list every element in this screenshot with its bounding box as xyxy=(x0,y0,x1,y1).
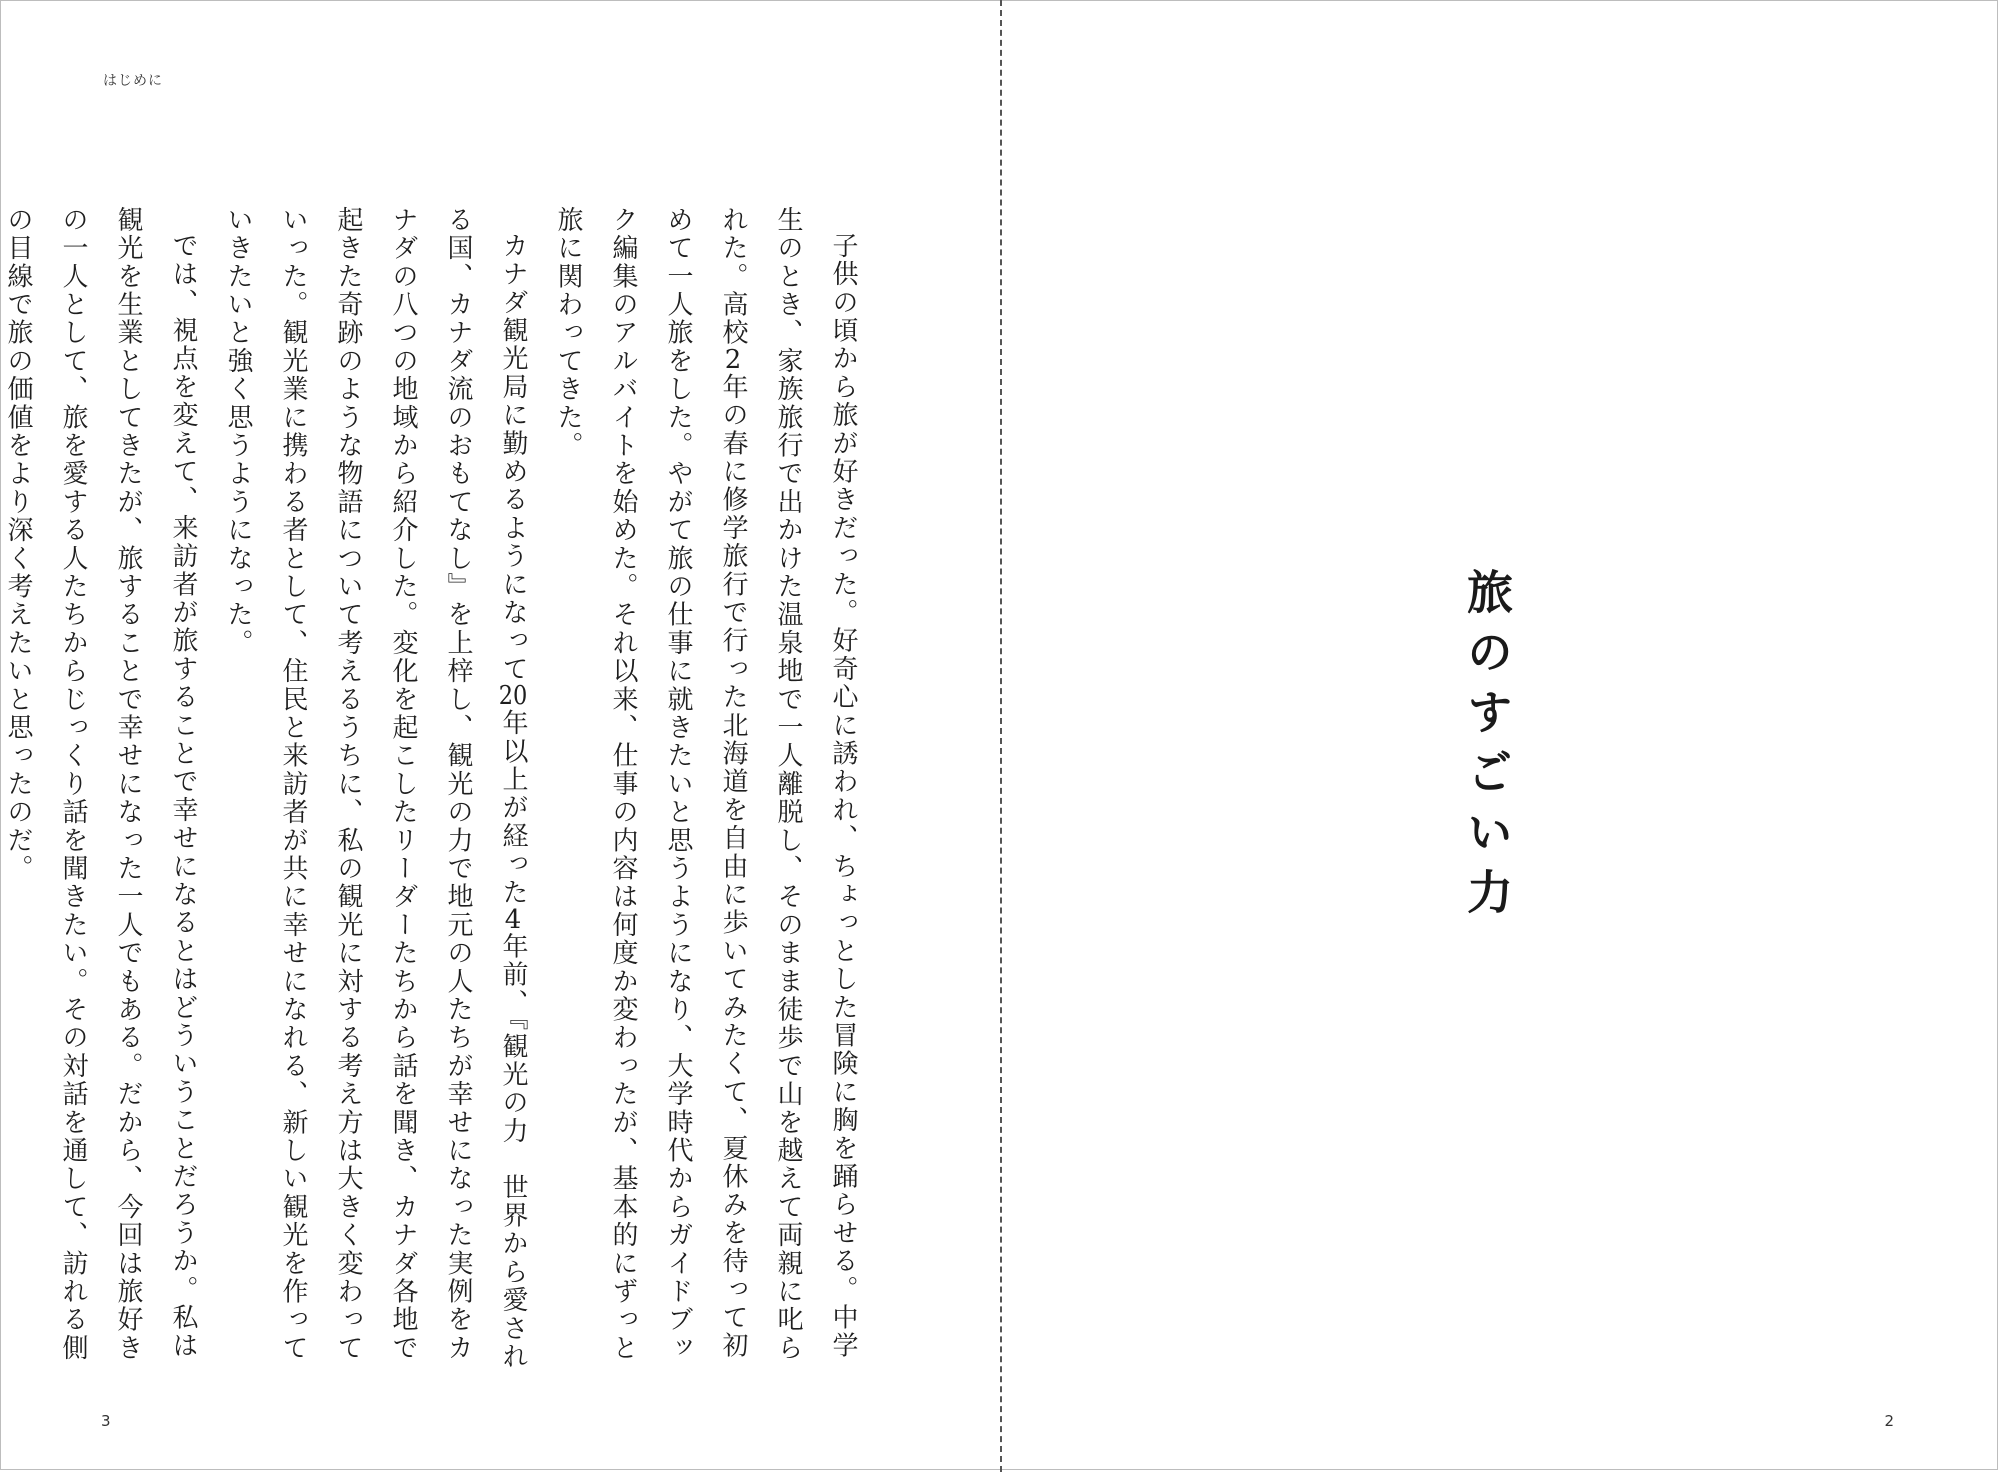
numeral-segment: 2 xyxy=(724,347,742,373)
right-page xyxy=(1002,0,2000,1472)
body-paragraph xyxy=(210,206,540,1376)
text-segment: 年以上が経った xyxy=(498,709,528,907)
body-paragraph xyxy=(0,206,210,1376)
text-segment: では、視点を変えて、来訪者が旅することで幸せになるとはどういうことだろうか。私は観光を生業としてきたが、旅することで幸せになった一人でもある。だから、今回は旅好きの一人として、旅を愛する人たちからじっくり話を聞きたい。その対話を通して、訪れる側の目線で旅の価値をより深く考えたいと思ったのだ。 xyxy=(3,206,198,1363)
body-text xyxy=(3,206,870,1376)
text-segment: カナダ観光局に勤めるようになって xyxy=(498,232,528,684)
running-head: はじめに xyxy=(103,73,163,89)
text-segment: 子供の頃から旅が好きだった。好奇心に誘われ、ちょっとした冒険に胸を踊らせる。中学生のとき、家族旅行で出かけた温泉地で一人離脱し、そのまま徒歩で山を越えて両親に叱られた。高校 xyxy=(718,206,858,1363)
body-paragraph xyxy=(540,206,870,1376)
numeral-segment: 4 xyxy=(504,906,522,933)
page-number-left: 3 xyxy=(101,1412,111,1430)
text-segment: 年前、『観光の力 世界から愛される国、カナダ流のおもてなし』を上梓し、観光の力で地元の人たちが幸せになった実例をカナダの八つの地域から紹介した。変化を起こしたリーダーたちから話を聞き、カナダ各地で起きた奇跡のような物語について考えるうちに、私の観光に対する考え方は大きく変わっていった。観光業に携わる者として、住民と来訪者が共に幸せになれる、新しい観光を作っていきたいと強く思うようになった。 xyxy=(223,206,528,1371)
text-segment: 年の春に修学旅行で行った北海道を自由に歩いてみたくて、夏休みを待って初めて一人旅をした。やがて旅の仕事に就きたいと思うようになり、大学時代からガイドブック編集のアルバイトを始めた。それ以来、仕事の内容は何度か変わったが、基本的にずっと旅に関わってきた。 xyxy=(553,206,748,1363)
numeral-segment: 20 xyxy=(498,683,528,710)
page-number-right: 2 xyxy=(1884,1412,1894,1430)
chapter-title: 旅のすごい力 xyxy=(1460,568,1514,928)
